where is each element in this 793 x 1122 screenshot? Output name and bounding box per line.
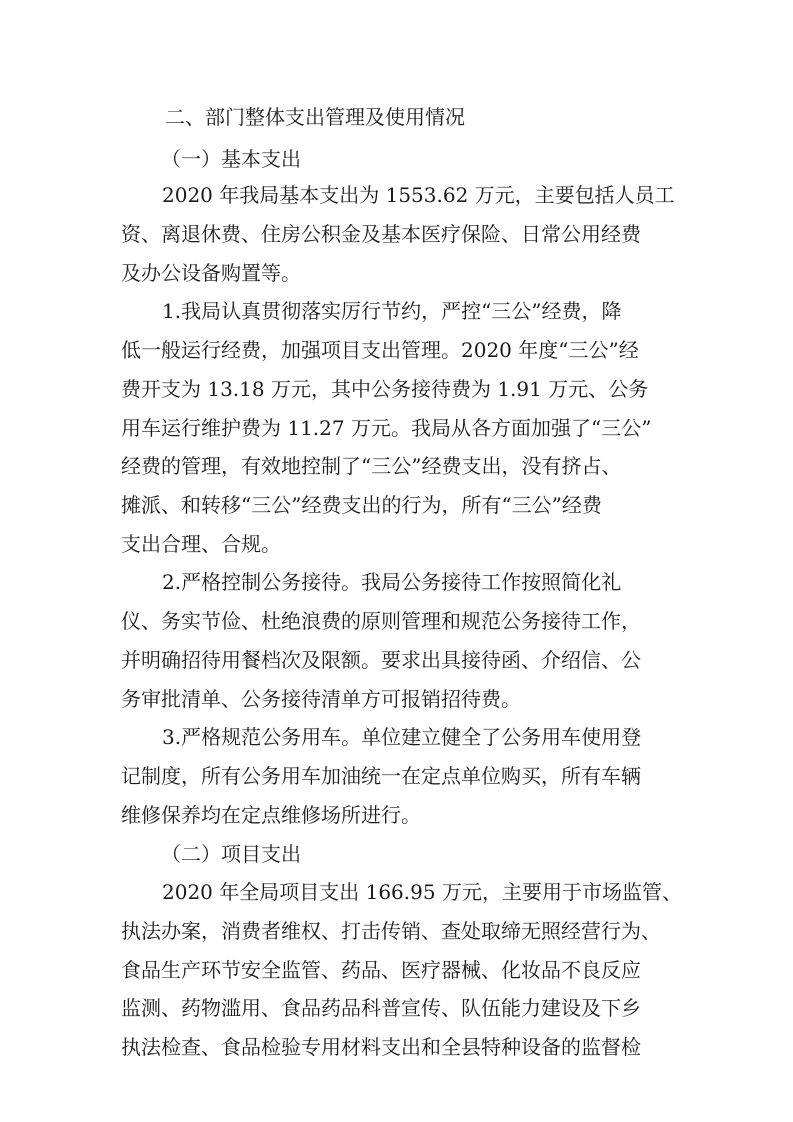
paragraph-line: 用车运行维护费为 11.27 万元。我局从各方面加强了“三公” bbox=[121, 416, 652, 440]
subsection-heading: （二）项目支出 bbox=[161, 842, 301, 866]
section-heading: 二、部门整体支出管理及使用情况 bbox=[165, 105, 465, 129]
paragraph-line: 1.我局认真贯彻落实厉行节约，严控“三公”经费，降 bbox=[162, 299, 622, 323]
paragraph-line: 2020 年全局项目支出 166.95 万元，主要用于市场监管、 bbox=[162, 880, 682, 904]
paragraph-line: 2020 年我局基本支出为 1553.62 万元，主要包括人员工 bbox=[162, 183, 675, 207]
paragraph-line: 执法检查、食品检验专用材料支出和全县特种设备的监督检 bbox=[121, 1035, 641, 1059]
paragraph-line: 费开支为 13.18 万元，其中公务接待费为 1.91 万元、公务 bbox=[121, 377, 649, 401]
paragraph-line: 低一般运行经费，加强项目支出管理。2020 年度“三公”经 bbox=[121, 338, 639, 362]
paragraph-line: 及办公设备购置等。 bbox=[121, 261, 301, 285]
paragraph-line: 支出合理、合规。 bbox=[121, 532, 281, 556]
paragraph-line: 经费的管理，有效地控制了“三公”经费支出，没有挤占、 bbox=[121, 454, 622, 478]
paragraph-line: 仪、务实节俭、杜绝浪费的原则管理和规范公务接待工作， bbox=[121, 609, 641, 633]
paragraph-line: 食品生产环节安全监管、药品、医疗器械、化妆品不良反应 bbox=[121, 958, 641, 982]
paragraph-line: 并明确招待用餐档次及限额。要求出具接待函、介绍信、公 bbox=[121, 648, 641, 672]
paragraph-line: 摊派、和转移“三公”经费支出的行为，所有“三公”经费 bbox=[121, 493, 602, 517]
paragraph-line: 监测、药物滥用、食品药品科普宣传、队伍能力建设及下乡 bbox=[121, 996, 641, 1020]
paragraph-line: 务审批清单、公务接待清单方可报销招待费。 bbox=[121, 687, 521, 711]
paragraph-line: 维修保养均在定点维修场所进行。 bbox=[121, 803, 421, 827]
paragraph-line: 执法办案，消费者维权、打击传销、查处取缔无照经营行为、 bbox=[121, 919, 661, 943]
paragraph-line: 资、离退休费、住房公积金及基本医疗保险、日常公用经费 bbox=[121, 222, 641, 246]
paragraph-line: 2.严格控制公务接待。我局公务接待工作按照简化礼 bbox=[162, 570, 622, 594]
paragraph-line: 3.严格规范公务用车。单位建立健全了公务用车使用登 bbox=[162, 725, 642, 749]
subsection-heading: （一）基本支出 bbox=[161, 147, 301, 171]
paragraph-line: 记制度，所有公务用车加油统一在定点单位购买，所有车辆 bbox=[121, 764, 641, 788]
